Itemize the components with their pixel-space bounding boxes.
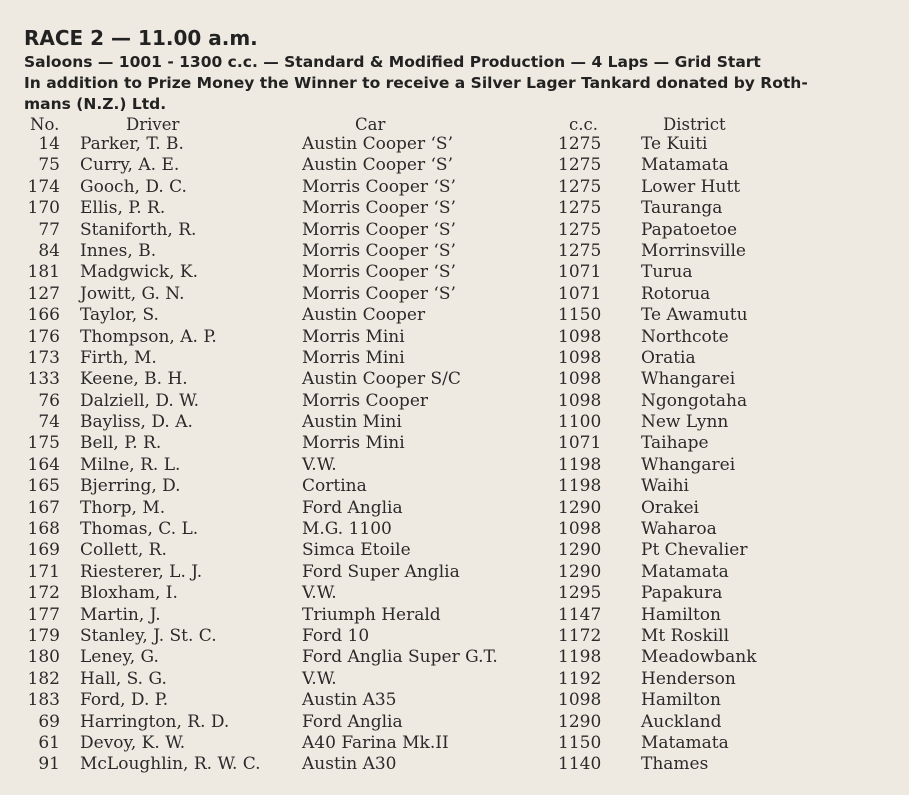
entry-car: Ford Anglia	[302, 711, 403, 732]
entry-car: Morris Cooper ‘S’	[302, 219, 456, 240]
entry-driver: Staniforth, R.	[80, 219, 197, 240]
entry-driver: Devoy, K. W.	[80, 732, 186, 753]
entry-driver: Innes, B.	[80, 240, 157, 261]
entry-car: Austin Cooper	[302, 305, 426, 326]
entry-cc: 1290	[558, 540, 602, 561]
entry-number: 183	[27, 690, 60, 711]
entry-number: 75	[38, 155, 60, 176]
entry-row	[0, 647, 909, 668]
entry-cc: 1098	[558, 690, 602, 711]
entry-district: New Lynn	[641, 412, 729, 433]
entry-car: Triumph Herald	[302, 604, 441, 625]
entry-district: Waihi	[641, 476, 689, 497]
entry-driver: Ellis, P. R.	[80, 198, 166, 219]
entry-number: 166	[27, 305, 60, 326]
entry-cc: 1192	[558, 668, 602, 689]
entry-cc: 1071	[558, 283, 602, 304]
entry-cc: 1071	[558, 262, 602, 283]
entry-list	[0, 134, 909, 776]
entry-cc: 1275	[558, 219, 602, 240]
entry-car: Morris Cooper ‘S’	[302, 198, 456, 219]
entry-district: Papatoetoe	[641, 219, 738, 240]
prize-note-line-2: mans (N.Z.) Ltd.	[24, 95, 167, 113]
entry-district: Thames	[641, 754, 709, 775]
entry-driver: Hall, S. G.	[80, 668, 167, 689]
entry-row	[0, 690, 909, 711]
entry-driver: Bloxham, I.	[80, 583, 178, 604]
entry-row	[0, 540, 909, 561]
entry-driver: Curry, A. E.	[80, 155, 180, 176]
entry-driver: Taylor, S.	[80, 305, 159, 326]
entry-row	[0, 369, 909, 390]
race-title: RACE 2 — 11.00 a.m.	[24, 26, 258, 50]
entry-district: Lower Hutt	[641, 176, 741, 197]
entry-number: 173	[27, 347, 60, 368]
entry-driver: Ford, D. P.	[80, 690, 169, 711]
entry-row	[0, 519, 909, 540]
entry-car: Austin A35	[302, 690, 397, 711]
entry-car: Morris Mini	[302, 326, 405, 347]
entry-cc: 1275	[558, 155, 602, 176]
entry-number: 165	[27, 476, 60, 497]
entry-car: Morris Cooper	[302, 390, 429, 411]
entry-district: Meadowbank	[641, 647, 757, 668]
entry-row	[0, 626, 909, 647]
entry-row	[0, 391, 909, 412]
entry-driver: Milne, R. L.	[80, 454, 181, 475]
column-header-driver: Driver	[126, 115, 180, 134]
entry-number: 176	[27, 326, 60, 347]
entry-number: 180	[27, 647, 60, 668]
entry-row	[0, 327, 909, 348]
entry-driver: Riesterer, L. J.	[80, 561, 203, 582]
entry-driver: Harrington, R. D.	[80, 711, 230, 732]
entry-car: Ford Anglia	[302, 497, 403, 518]
entry-number: 127	[27, 283, 60, 304]
entry-car: Morris Cooper ‘S’	[302, 283, 456, 304]
entry-number: 133	[27, 369, 60, 390]
entry-row	[0, 220, 909, 241]
entry-district: Pt Chevalier	[641, 540, 748, 561]
entry-district: Te Awamutu	[641, 305, 748, 326]
entry-row	[0, 177, 909, 198]
entry-car: Morris Mini	[302, 433, 405, 454]
entry-number: 175	[27, 433, 60, 454]
entry-cc: 1275	[558, 198, 602, 219]
entry-number: 169	[27, 540, 60, 561]
entry-cc: 1275	[558, 176, 602, 197]
entry-car: Simca Etoile	[302, 540, 411, 561]
entry-district: Orakei	[641, 497, 699, 518]
entry-cc: 1071	[558, 433, 602, 454]
entry-cc: 1150	[558, 305, 602, 326]
entry-cc: 1150	[558, 732, 602, 753]
entry-driver: Jowitt, G. N.	[80, 283, 185, 304]
entry-number: 171	[27, 561, 60, 582]
entry-row	[0, 305, 909, 326]
entry-cc: 1147	[558, 604, 602, 625]
entry-district: Northcote	[641, 326, 729, 347]
entry-district: Matamata	[641, 732, 729, 753]
race-info: Saloons — 1001 - 1300 c.c. — Standard & Modified Production — 4 Laps — Grid Start	[24, 53, 761, 71]
entry-row	[0, 155, 909, 176]
entry-number: 84	[38, 240, 60, 261]
entry-car: Morris Mini	[302, 347, 405, 368]
entry-row	[0, 241, 909, 262]
entry-number: 182	[27, 668, 60, 689]
entry-row	[0, 712, 909, 733]
entry-car: A40 Farina Mk.II	[302, 732, 449, 753]
entry-cc: 1290	[558, 561, 602, 582]
entry-cc: 1290	[558, 711, 602, 732]
prize-note-line-1: In addition to Prize Money the Winner to receive a Silver Lager Tankard donated by Roth-	[24, 74, 808, 92]
entry-row	[0, 262, 909, 283]
entry-car: Cortina	[302, 476, 367, 497]
entry-row	[0, 583, 909, 604]
entry-car: V.W.	[302, 454, 337, 475]
entry-row	[0, 669, 909, 690]
entry-district: Whangarei	[641, 369, 736, 390]
entry-number: 69	[38, 711, 60, 732]
entry-cc: 1198	[558, 647, 602, 668]
entry-cc: 1098	[558, 390, 602, 411]
entry-number: 14	[38, 134, 60, 154]
entry-number: 174	[27, 176, 60, 197]
entry-district: Taihape	[641, 433, 709, 454]
entry-row	[0, 605, 909, 626]
entry-driver: Stanley, J. St. C.	[80, 625, 217, 646]
entry-car: Ford Super Anglia	[302, 561, 460, 582]
entry-number: 177	[27, 604, 60, 625]
entry-row	[0, 134, 909, 155]
entry-number: 167	[27, 497, 60, 518]
entry-cc: 1275	[558, 134, 602, 154]
entry-number: 172	[27, 583, 60, 604]
entry-cc: 1172	[558, 625, 602, 646]
entry-number: 164	[27, 454, 60, 475]
entry-car: Austin Cooper ‘S’	[302, 155, 453, 176]
entry-row	[0, 498, 909, 519]
entry-row	[0, 562, 909, 583]
entry-number: 61	[38, 732, 60, 753]
entry-row	[0, 455, 909, 476]
entry-driver: Thompson, A. P.	[80, 326, 217, 347]
entry-number: 74	[38, 412, 60, 433]
entry-driver: Bayliss, D. A.	[80, 412, 193, 433]
entry-car: Austin Cooper S/C	[302, 369, 461, 390]
entry-district: Hamilton	[641, 690, 721, 711]
column-header-no: No.	[30, 115, 60, 134]
entry-row	[0, 476, 909, 497]
entry-driver: Bjerring, D.	[80, 476, 181, 497]
entry-number: 170	[27, 198, 60, 219]
entry-driver: Firth, M.	[80, 347, 157, 368]
entry-cc: 1275	[558, 240, 602, 261]
entry-district: Te Kuiti	[641, 134, 708, 154]
entry-driver: Collett, R.	[80, 540, 167, 561]
entry-cc: 1198	[558, 454, 602, 475]
entry-district: Papakura	[641, 583, 723, 604]
entry-car: Morris Cooper ‘S’	[302, 240, 456, 261]
column-header-car: Car	[355, 115, 386, 134]
entry-driver: Bell, P. R.	[80, 433, 162, 454]
entry-district: Rotorua	[641, 283, 711, 304]
entry-car: V.W.	[302, 668, 337, 689]
entry-driver: Parker, T. B.	[80, 134, 184, 154]
entry-driver: McLoughlin, R. W. C.	[80, 754, 261, 775]
entry-district: Hamilton	[641, 604, 721, 625]
entry-district: Oratia	[641, 347, 696, 368]
entry-district: Turua	[641, 262, 693, 283]
entry-row	[0, 198, 909, 219]
entry-driver: Madgwick, K.	[80, 262, 199, 283]
entry-driver: Thomas, C. L.	[80, 519, 199, 540]
entry-district: Matamata	[641, 561, 729, 582]
entry-cc: 1140	[558, 754, 602, 775]
entry-row	[0, 754, 909, 775]
entry-number: 76	[38, 390, 60, 411]
entry-district: Henderson	[641, 668, 736, 689]
entry-driver: Gooch, D. C.	[80, 176, 187, 197]
entry-driver: Thorp, M.	[80, 497, 166, 518]
entry-car: Morris Cooper ‘S’	[302, 176, 456, 197]
entry-district: Auckland	[641, 711, 722, 732]
entry-car: Austin Mini	[302, 412, 402, 433]
entry-cc: 1290	[558, 497, 602, 518]
entry-cc: 1100	[558, 412, 602, 433]
entry-district: Whangarei	[641, 454, 736, 475]
entry-row	[0, 412, 909, 433]
entry-cc: 1198	[558, 476, 602, 497]
entry-district: Matamata	[641, 155, 729, 176]
entry-number: 91	[38, 754, 60, 775]
column-header-cc: c.c.	[569, 115, 598, 134]
entry-row	[0, 284, 909, 305]
entry-cc: 1098	[558, 369, 602, 390]
entry-car: Austin A30	[302, 754, 397, 775]
entry-cc: 1098	[558, 519, 602, 540]
entry-driver: Martin, J.	[80, 604, 161, 625]
entry-car: Ford 10	[302, 625, 370, 646]
entry-cc: 1098	[558, 326, 602, 347]
entry-car: Austin Cooper ‘S’	[302, 134, 453, 154]
column-header-district: District	[663, 115, 726, 134]
entry-district: Waharoa	[641, 519, 717, 540]
entry-cc: 1098	[558, 347, 602, 368]
entry-number: 181	[27, 262, 60, 283]
entry-number: 179	[27, 625, 60, 646]
entry-car: Morris Cooper ‘S’	[302, 262, 456, 283]
entry-district: Mt Roskill	[641, 625, 730, 646]
entry-number: 168	[27, 519, 60, 540]
entry-car: M.G. 1100	[302, 519, 392, 540]
entry-district: Tauranga	[641, 198, 723, 219]
entry-row	[0, 733, 909, 754]
entry-row	[0, 433, 909, 454]
entry-driver: Leney, G.	[80, 647, 159, 668]
entry-cc: 1295	[558, 583, 602, 604]
entry-district: Ngongotaha	[641, 390, 748, 411]
entry-district: Morrinsville	[641, 240, 746, 261]
entry-car: V.W.	[302, 583, 337, 604]
entry-driver: Keene, B. H.	[80, 369, 188, 390]
entry-row	[0, 348, 909, 369]
entry-car: Ford Anglia Super G.T.	[302, 647, 498, 668]
entry-number: 77	[38, 219, 60, 240]
entry-driver: Dalziell, D. W.	[80, 390, 200, 411]
